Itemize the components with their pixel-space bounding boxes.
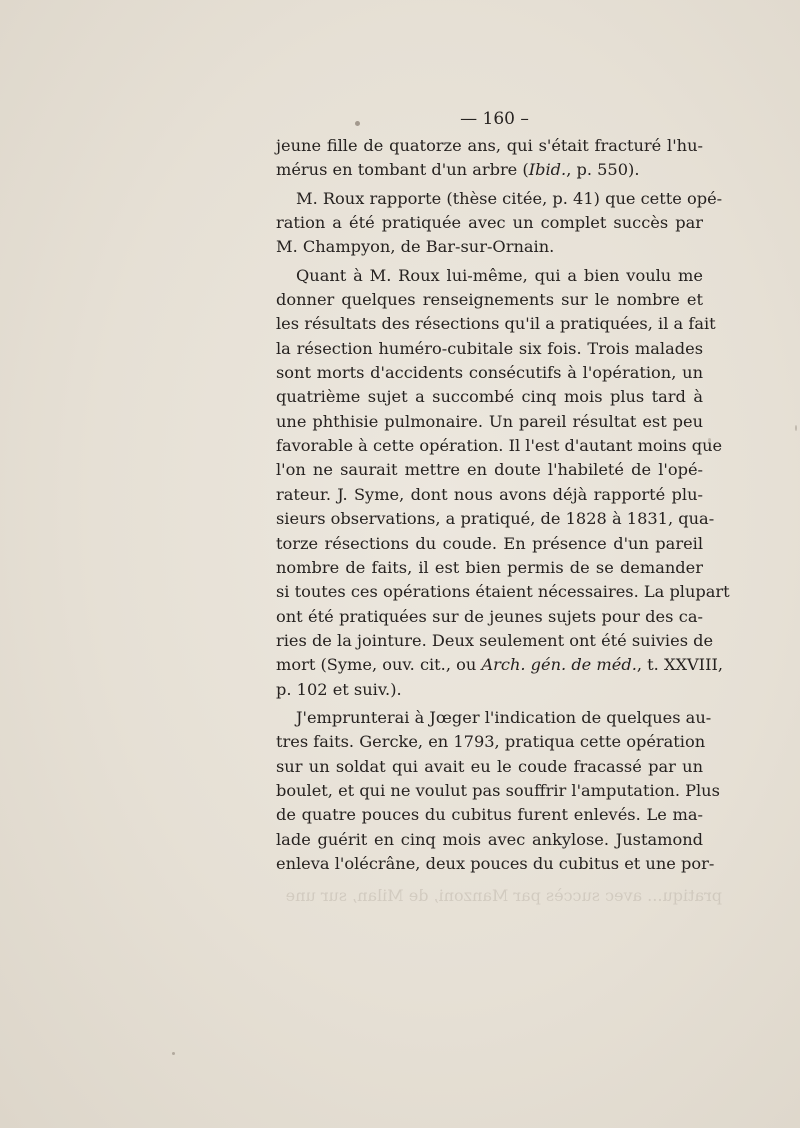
text-line — [276, 410, 703, 434]
text-line — [276, 755, 703, 779]
text-segment: rateur. J. Syme, dont nous avons déjà rapporté plu- — [276, 484, 703, 504]
text-line — [276, 507, 715, 531]
text-line — [276, 828, 703, 852]
text-line — [276, 288, 703, 312]
text-line — [276, 852, 715, 876]
text-segment: sont morts d'accidents consécutifs à l'opération, un — [276, 363, 703, 383]
text-segment: la résection huméro-cubitale six fois. Trois malades — [276, 338, 703, 358]
text-line — [276, 653, 724, 677]
text-segment: l'on ne saurait mettre en doute l'habileté de l'opé- — [276, 460, 703, 480]
text-segment: de quatre pouces du cubitus furent enlevés. Le ma- — [276, 805, 703, 825]
text-line — [276, 556, 703, 580]
text-segment: sur un soldat qui avait eu le coude fracassé par un — [276, 756, 703, 776]
text-segment: mort (Syme, ouv. cit., ou — [276, 655, 482, 675]
text-line — [276, 629, 714, 653]
text-segment: mérus en tombant d'un arbre ( — [276, 160, 529, 180]
text-segment: enleva l'olécrâne, deux pouces du cubitus et une por- — [276, 853, 715, 873]
paper-speck — [795, 425, 797, 431]
text-line — [276, 385, 703, 409]
text-segment: une phthisie pulmonaire. Un pareil résultat est peu — [276, 411, 703, 431]
text-line — [276, 434, 723, 458]
text-segment: M. Champyon, de Bar-sur-Ornain. — [276, 237, 555, 257]
text-line — [276, 158, 703, 182]
page-text — [276, 104, 730, 876]
text-segment: donner quelques renseignements sur le nombre et — [276, 290, 703, 310]
text-line — [276, 605, 703, 629]
text-segment: , t. XXVIII, — [636, 655, 724, 675]
text-line — [276, 235, 703, 259]
text-segment: quatrième sujet a succombé cinq mois plus tard à — [276, 387, 703, 407]
text-line — [276, 730, 706, 754]
text-segment: jeune fille de quatorze ans, qui s'était fracturé l'hu- — [276, 136, 703, 155]
text-line — [276, 458, 703, 482]
text-line — [276, 706, 712, 730]
page-number: — 160 – — [460, 109, 529, 129]
text-line — [276, 264, 703, 288]
text-segment: sieurs observations, a pratiqué, de 1828 à 1831, qua- — [276, 509, 715, 529]
text-segment: les résultats des résections qu'il a pratiquées, il a fait — [276, 314, 716, 334]
bleed-through-text: pratiqu... avec succès par Manzoni, de Milan, sur une — [285, 886, 722, 905]
text-segment: nombre de faits, il est bien permis de se demander — [276, 557, 703, 577]
text-segment: tres faits. Gercke, en 1793, pratiqua cette opération — [276, 732, 706, 752]
text-lines — [276, 134, 730, 876]
text-segment: p. 102 et suiv.). — [276, 679, 402, 699]
text-segment: M. Roux rapporte (thèse citée, p. 41) que cette opé- — [296, 188, 723, 208]
italic-citation: Ibid. — [528, 160, 567, 180]
text-segment: favorable à cette opération. Il l'est d'autant moins que — [276, 436, 723, 456]
text-line — [276, 779, 720, 803]
text-line — [276, 532, 703, 556]
text-segment: si toutes ces opérations étaient nécessaires. La plupart — [276, 582, 730, 602]
text-line — [276, 337, 703, 361]
text-line — [276, 803, 703, 827]
text-segment: , p. 550). — [566, 160, 640, 180]
text-line — [276, 211, 703, 235]
text-line — [276, 361, 703, 385]
text-segment: ont été pratiquées sur de jeunes sujets pour des ca- — [276, 606, 703, 626]
text-segment: lade guérit en cinq mois avec ankylose. Justamond — [276, 829, 703, 849]
text-line — [276, 678, 703, 702]
text-line — [276, 580, 730, 604]
text-line — [276, 187, 723, 211]
text-segment: Quant à M. Roux lui-même, qui a bien voulu me — [296, 265, 703, 285]
text-line — [276, 312, 716, 336]
text-line — [276, 134, 703, 158]
text-segment: J'emprunterai à Jœger l'indication de quelques au- — [296, 707, 712, 727]
italic-citation: Arch. gén. de méd. — [481, 655, 637, 675]
text-segment: ries de la jointure. Deux seulement ont été suivies de — [276, 630, 714, 650]
text-line — [276, 483, 703, 507]
paper-speck — [172, 1052, 175, 1055]
text-segment: torze résections du coude. En présence d'un pareil — [276, 533, 703, 553]
text-segment: ration a été pratiquée avec un complet succès par — [276, 213, 703, 233]
text-segment: boulet, et qui ne voulut pas souffrir l'amputation. Plus — [276, 780, 720, 800]
